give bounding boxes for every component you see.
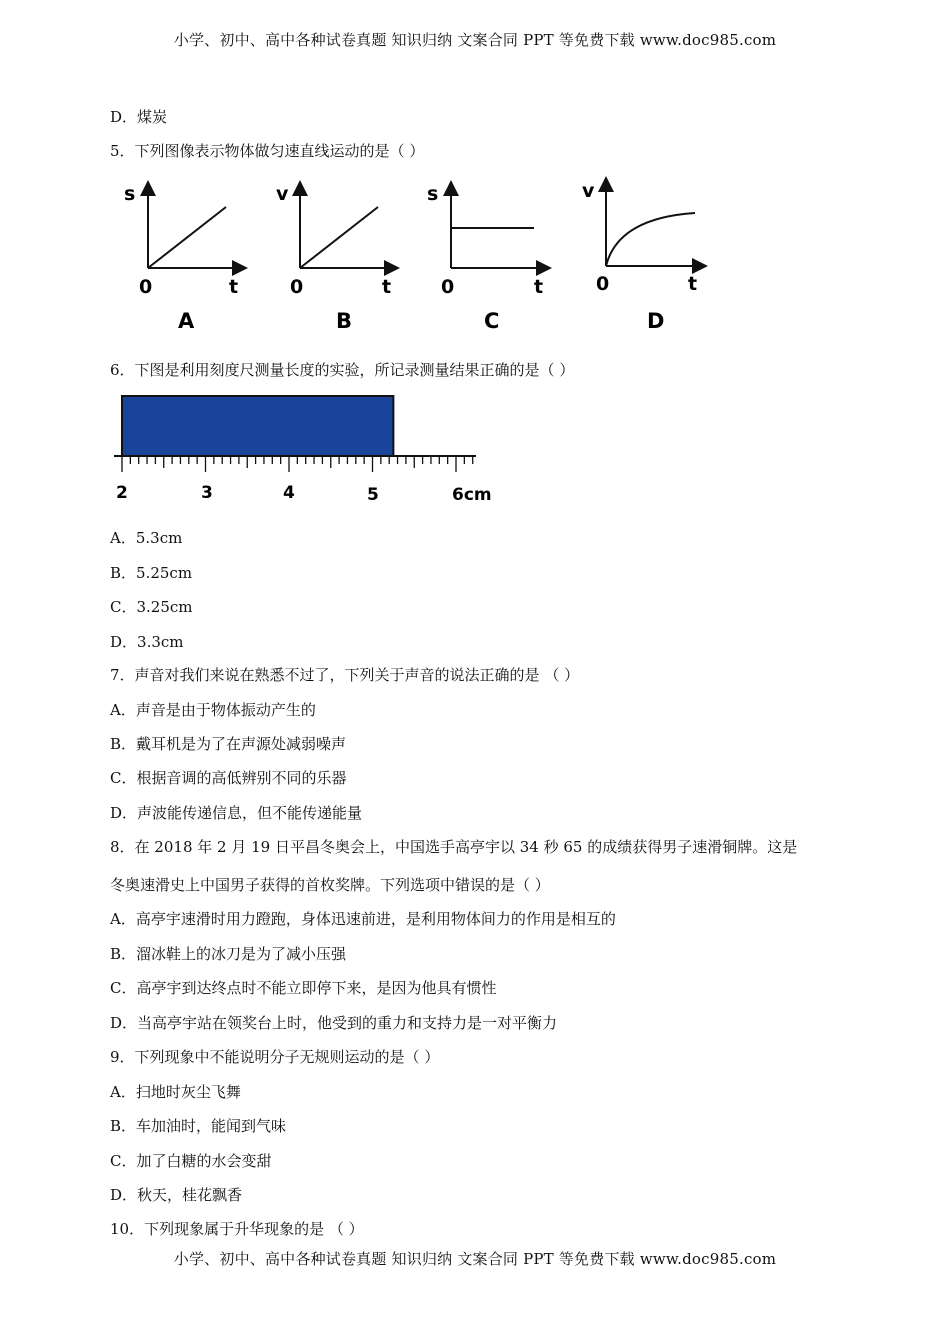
q9-option-c: C．加了白糖的水会变甜: [110, 1152, 272, 1170]
q7-stem: 7．声音对我们来说在熟悉不过了，下列关于声音的说法正确的是 （ ）: [110, 666, 580, 684]
ruler-ticks: [122, 456, 473, 472]
q9-option-d: D．秋天，桂花飘香: [110, 1186, 243, 1204]
graph-d: [582, 180, 700, 333]
graph-c-origin: 0: [441, 276, 455, 298]
ruler-label-2: 2: [116, 483, 128, 503]
graph-b-x-label: t: [382, 276, 392, 298]
q9-option-a: A．扫地时灰尘飞舞: [110, 1083, 241, 1101]
q6-option-d: D．3.3cm: [110, 633, 184, 651]
graph-a-caption: A: [178, 309, 195, 333]
q8-option-a: A．高亭宇速滑时用力蹬跑，身体迅速前进，是利用物体间力的作用是相互的: [110, 910, 616, 928]
q8-option-d: D．当高亭宇站在领奖台上时，他受到的重力和支持力是一对平衡力: [110, 1014, 558, 1032]
q4-option-d: D．煤炭: [110, 108, 168, 126]
q6-option-c: C．3.25cm: [110, 598, 193, 616]
page-header: 小学、初中、高中各种试卷真题 知识归纳 文案合同 PPT 等免费下载 www.doc985.com: [173, 31, 777, 49]
graph-d-caption: D: [647, 309, 665, 333]
graph-a-line: [148, 207, 226, 268]
q8-option-c: C．高亭宇到达终点时不能立即停下来，是因为他具有惯性: [110, 979, 497, 997]
graph-d-x-label: t: [688, 273, 698, 295]
q5-stem: 5．下列图像表示物体做匀速直线运动的是（ ）: [110, 142, 425, 160]
q9-option-b: B．车加油时，能闻到气味: [110, 1117, 287, 1135]
q7-option-a: A．声音是由于物体振动产生的: [110, 701, 316, 719]
q7-option-d: D．声波能传递信息，但不能传递能量: [110, 804, 363, 822]
q7-option-b: B．戴耳机是为了在声源处减弱噪声: [110, 735, 347, 753]
graph-c-y-label: s: [427, 183, 439, 205]
graph-a-origin: 0: [139, 276, 153, 298]
graph-c: [427, 183, 544, 333]
graph-d-curve: [606, 213, 695, 266]
q6-option-a: A．5.3cm: [110, 529, 183, 547]
q7-option-c: C．根据音调的高低辨别不同的乐器: [110, 769, 347, 787]
graph-a-y-label: s: [124, 183, 136, 205]
ruler-label-5: 5: [367, 485, 379, 505]
page-footer: 小学、初中、高中各种试卷真题 知识归纳 文案合同 PPT 等免费下载 www.doc985.com: [173, 1250, 777, 1268]
q5-graphs-figure: [110, 176, 730, 341]
q8-option-b: B．溜冰鞋上的冰刀是为了减小压强: [110, 945, 347, 963]
graph-d-y-label: v: [582, 180, 595, 202]
ruler-figure: [110, 390, 500, 512]
graph-a: [124, 183, 240, 333]
graph-b: [276, 183, 392, 333]
graph-c-x-label: t: [534, 276, 544, 298]
ruler-label-3: 3: [201, 483, 213, 503]
measured-block: [122, 396, 393, 456]
graph-b-y-label: v: [276, 183, 289, 205]
q8-stem-line2: 冬奥速滑史上中国男子获得的首枚奖牌。下列选项中错误的是（ ）: [110, 876, 550, 894]
ruler-label-6cm: 6cm: [452, 485, 492, 505]
graph-b-origin: 0: [290, 276, 304, 298]
graph-b-line: [300, 207, 378, 268]
graph-c-caption: C: [484, 309, 500, 333]
q9-stem: 9．下列现象中不能说明分子无规则运动的是（ ）: [110, 1048, 440, 1066]
q6-option-b: B．5.25cm: [110, 564, 193, 582]
ruler-label-4: 4: [283, 483, 295, 503]
q6-stem: 6．下图是利用刻度尺测量长度的实验，所记录测量结果正确的是（ ）: [110, 361, 575, 379]
graph-b-caption: B: [336, 309, 353, 333]
graph-a-x-label: t: [229, 276, 239, 298]
q8-stem-line1: 8．在 2018 年 2 月 19 日平昌冬奥会上，中国选手高亭宇以 34 秒 65 的成绩获得男子速滑铜牌。这是: [110, 838, 798, 856]
graph-d-origin: 0: [596, 273, 610, 295]
q10-stem: 10．下列现象属于升华现象的是 （ ）: [110, 1220, 364, 1238]
